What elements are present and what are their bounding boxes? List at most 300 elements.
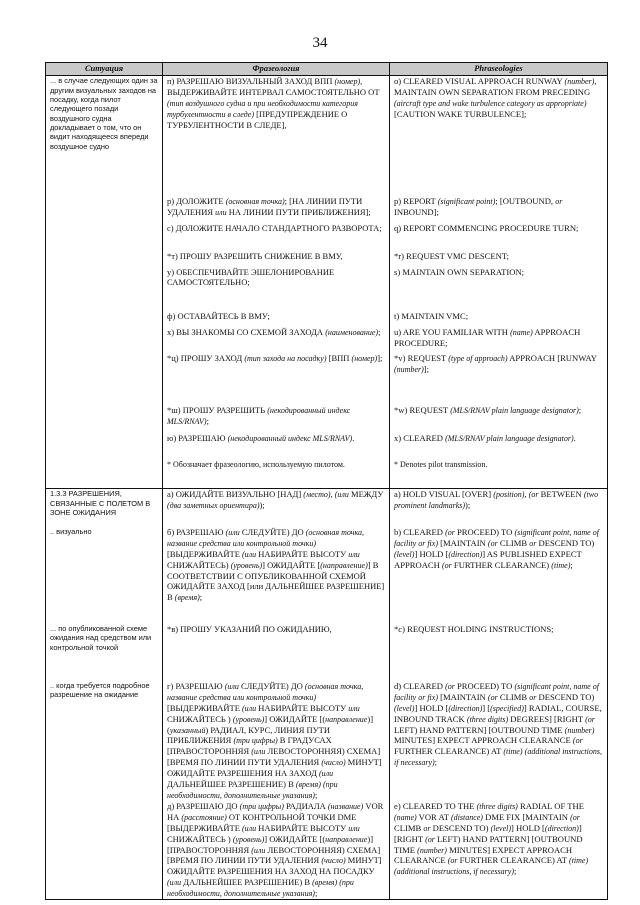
text-run: ) РАДИАЛ, КУРС, ЛИНИЯ ПУТИ ПРИБЛИЖЕНИЯ: [167, 724, 330, 746]
text-run: (число): [321, 758, 346, 768]
text-run: (significant point, name of facility or fix): [394, 527, 599, 548]
phraseology-en-cell: [390, 624, 608, 681]
text-run: [MAINTAIN: [438, 691, 488, 702]
text-run: (уровень): [232, 834, 265, 844]
text-run: СЛЕДУЙТЕ) ДО: [239, 526, 306, 537]
situation-cell-text: [50, 76, 158, 151]
situation-cell: [46, 267, 163, 311]
text-run: (level): [394, 703, 415, 713]
text-run: у) ОБЕСПЕЧИВАЙТЕ ЭШЕЛОНИРОВАНИЕ САМОСТОЯТЕЛЬНО;: [167, 266, 335, 288]
text-run: (number): [394, 364, 424, 374]
text-run: FURTHER CLEARANCE) AT: [457, 855, 570, 866]
situation-cell-text: [50, 624, 158, 652]
table-row: [46, 251, 608, 267]
text-run: ] В СООТВЕТСТВИИ С ОПУБЛИКОВАННОЙ СХЕМОЙ ОЖИДАЙТЕ ЗАХОД [или ДАЛЬНЕЙШЕЕ РАЗРЕШЕНИЕ] В: [167, 559, 385, 602]
text-run: или: [348, 823, 360, 833]
phraseology-en-cell-text: [394, 681, 603, 768]
text-run: (or: [445, 527, 455, 537]
text-run: (level): [490, 823, 512, 833]
text-run: LEFT) HAND PATTERN] [OUTBOUND TIME: [394, 724, 565, 735]
text-run: (или: [224, 681, 239, 691]
situation-cell: [46, 353, 163, 405]
text-run: (основная точка, название средства или контрольной точки): [167, 527, 365, 548]
text-run: CLIMB: [497, 691, 530, 702]
text-run: (level): [394, 549, 415, 559]
text-run: МИНУТ] ОЖИДАЙТЕ РАЗРЕШЕНИЯ НА ЗАХОД НА ПОСАДКУ: [167, 855, 382, 877]
situation-cell: [46, 624, 163, 681]
text-run: ЛЕВОСТОРОННЯЯ) СХЕМА] [ВРЕМЯ ПО ЛИНИИ ПУТИ УДАЛЕНИЯ: [167, 746, 381, 768]
text-run: г) РАЗРЕШАЮ: [167, 680, 225, 691]
situation-cell: [46, 327, 163, 353]
text-run: RADIAL OF THE: [517, 800, 584, 811]
text-run: (уровень): [232, 714, 265, 724]
text-run: (specified): [490, 703, 524, 713]
text-run: (or: [442, 560, 452, 570]
text-run: [ВПП: [326, 352, 352, 363]
text-run: (номер): [334, 77, 361, 87]
text-run: DESCEND TO): [536, 691, 595, 702]
phraseology-en-cell: [390, 459, 608, 489]
text-run: ; [НА ЛИНИИ ПУТИ УДАЛЕНИЯ: [167, 195, 363, 217]
table-row: [46, 196, 608, 223]
phraseology-en-cell-text: [394, 405, 603, 416]
text-run: (MLS/RNAV plain language designator): [450, 405, 579, 415]
text-run: DME FIX [MAINTAIN: [482, 811, 571, 822]
situation-cell: [46, 681, 163, 801]
text-run: (significant point): [437, 196, 496, 206]
phraseology-en-cell: [390, 405, 608, 433]
text-run: (время): [174, 592, 200, 602]
situation-cell: [46, 527, 163, 624]
text-run: (or: [572, 736, 583, 746]
text-run: (тип захода на посадку): [244, 353, 327, 363]
text-run: (or: [570, 812, 580, 822]
text-run: НА ЛИНИИ ПУТИ ПРИБЛИЖЕНИЯ];: [226, 206, 371, 217]
situation-cell: [46, 405, 163, 433]
text-run: (или: [319, 769, 334, 779]
phraseology-en-cell: [390, 251, 608, 267]
text-run: (некодированный индекс MLS/RNAV): [167, 405, 351, 426]
header-phraseology-en: Phraseologies: [390, 63, 608, 76]
text-run: [ВЫДЕРЖИВАЙТЕ: [167, 702, 243, 713]
text-run: DESCEND TO): [430, 822, 491, 833]
text-run: (direction): [448, 703, 483, 713]
text-run: ;: [514, 866, 517, 877]
text-run: ;: [314, 789, 318, 800]
phraseology-ru-cell-text: [167, 353, 385, 364]
text-run: НАБИРАЙТЕ ВЫСОТУ: [256, 548, 349, 559]
text-run: (additional instructions, if necessary): [394, 867, 514, 877]
text-run: [CAUTION WAKE TURBULENCE];: [394, 108, 527, 119]
text-run: )] (: [167, 713, 374, 735]
text-run: ];: [423, 363, 430, 374]
text-run: [ПРЕДУПРЕЖДЕНИЕ О ТУРБУЛЕНТНОСТИ В СЛЕДЕ],: [167, 108, 348, 130]
text-run: , MAINTAIN OWN SEPARATION FROM PRECEDING: [394, 76, 597, 98]
text-run: д) РАЗРЕШАЮ ДО: [167, 800, 240, 811]
text-run: (при необходимости, дополнительные указания): [167, 877, 354, 898]
table-row: [46, 801, 608, 899]
text-run: ;: [578, 404, 582, 415]
table-row: [46, 223, 608, 251]
text-run: (or: [585, 714, 595, 724]
text-run: б) РАЗРЕШАЮ: [167, 526, 226, 537]
text-run: (direction): [448, 549, 483, 559]
phraseology-ru-cell: [163, 801, 390, 899]
text-run: [ВЫДЕРЖИВАЙТЕ: [167, 548, 243, 559]
text-run: (или: [225, 527, 240, 537]
text-run: (название): [327, 801, 364, 811]
text-run: *ц) ПРОШУ ЗАХОД: [167, 352, 245, 363]
phraseology-ru-cell-text: [167, 489, 385, 511]
text-run: *c) REQUEST HOLDING INSTRUCTIONS;: [394, 623, 554, 634]
phraseology-en-cell-text: [394, 327, 603, 349]
text-run: s) MAINTAIN OWN SEPARATION;: [394, 266, 525, 277]
text-run: направление: [325, 714, 368, 724]
text-run: (некодированный индекс MLS/RNAV): [227, 433, 353, 443]
text-run: (two prominent landmarks): [394, 490, 599, 511]
text-run: ; [OUTBOUND,: [495, 195, 556, 206]
situation-cell: [46, 433, 163, 459]
text-run: MINUTES] EXPECT APPROACH CLEARANCE: [394, 735, 573, 746]
phraseology-ru-cell: [163, 76, 390, 196]
phraseology-ru-cell: [163, 353, 390, 405]
phraseology-ru-cell: [163, 251, 390, 267]
text-run: МЕЖДУ: [348, 489, 384, 500]
text-run: (число): [321, 856, 346, 866]
text-run: с) ДОЛОЖИТЕ НАЧАЛО СТАНДАРТНОГО РАЗВОРОТА;: [167, 222, 382, 233]
text-run: МИНУТ] ОЖИДАЙТЕ РАЗРЕШЕНИЯ НА ЗАХОД: [167, 757, 382, 779]
text-run: PROCEED) TO: [454, 680, 515, 691]
phraseology-ru-cell: [163, 223, 390, 251]
table-row: [46, 76, 608, 196]
text-run: d) CLEARED: [394, 680, 446, 691]
text-run: DESCEND TO): [536, 537, 595, 548]
text-run: o) CLEARED VISUAL APPROACH RUNWAY: [394, 76, 565, 87]
phraseology-en-cell: [390, 267, 608, 311]
phraseology-ru-cell: [163, 311, 390, 327]
text-run: ,: [330, 489, 335, 500]
situation-cell: [46, 489, 163, 527]
text-run: p) REPORT: [394, 195, 438, 206]
phraseology-en-cell: [390, 327, 608, 353]
text-run: ;: [378, 326, 381, 337]
text-run: указанный: [169, 725, 206, 735]
table-row: [46, 459, 608, 489]
situation-cell-text: [50, 681, 158, 700]
phraseology-ru-cell: [163, 459, 390, 489]
phraseology-table: [45, 62, 608, 900]
situation-cell: [46, 251, 163, 267]
text-run: x) CLEARED: [394, 432, 446, 443]
table-row: [46, 267, 608, 311]
text-run: ] ОЖИДАЙТЕ [(: [264, 713, 326, 724]
text-run: ДАЛЬНЕЙШЕЕ РАЗРЕШЕНИЕ) В: [181, 876, 313, 887]
phraseology-en-cell-text: [394, 801, 603, 877]
text-run: VOR AT: [416, 811, 451, 822]
text-run: СЛЕДУЙТЕ) ДО: [238, 680, 305, 691]
text-run: )] [ПРАВОСТОРОННЯЯ: [167, 833, 374, 855]
text-run: (number): [564, 725, 595, 735]
phraseology-en-cell-text: [394, 251, 603, 262]
text-run: * Denotes pilot transmission.: [394, 459, 488, 469]
table-row: [46, 624, 608, 681]
text-run: or: [423, 823, 431, 833]
table-row: [46, 527, 608, 624]
text-run: (three digits): [466, 714, 509, 724]
phraseology-ru-cell-text: [167, 251, 385, 262]
phraseology-en-cell-text: [394, 196, 603, 218]
text-run: (MLS/RNAV plain language designator): [445, 433, 574, 443]
text-run: СНИЖАЙТЕСЬ ): [167, 713, 233, 724]
situation-cell-text: [50, 527, 158, 536]
text-run: CLIMB: [394, 822, 424, 833]
text-run: НАБИРАЙТЕ ВЫСОТУ: [256, 822, 349, 833]
text-run: (время): [295, 780, 321, 790]
text-run: ] HOLD [: [414, 548, 449, 559]
text-run: СНИЖАЙТЕСЬ ): [167, 833, 233, 844]
phraseology-en-cell: [390, 527, 608, 624]
text-run: РАДИАЛА: [283, 800, 328, 811]
text-run: или: [348, 549, 360, 559]
text-run: t) MAINTAIN VMC;: [394, 310, 469, 321]
text-run: (три цифры): [233, 736, 278, 746]
phraseology-en-cell: [390, 801, 608, 899]
phraseology-ru-cell-text: [167, 801, 385, 899]
text-run: *w) REQUEST: [394, 404, 451, 415]
text-run: ,: [524, 489, 529, 500]
text-run: (name): [510, 327, 533, 337]
table-row: [46, 311, 608, 327]
text-run: MINUTES] EXPECT APPROACH CLEARANCE: [394, 844, 573, 866]
text-run: .: [352, 432, 355, 443]
phraseology-en-cell: [390, 311, 608, 327]
text-run: *в) ПРОШУ УКАЗАНИЙ ПО ОЖИДАНИЮ,: [167, 623, 332, 634]
text-run: ;: [570, 559, 573, 570]
text-run: *т) ПРОШУ РАЗРЕШИТЬ СНИЖЕНИЕ В ВМУ,: [167, 250, 343, 261]
text-run: ] [: [482, 702, 491, 713]
situation-cell: [46, 801, 163, 899]
text-run: (distance): [450, 812, 483, 822]
phraseology-ru-cell: [163, 433, 390, 459]
text-run: q) REPORT COMMENCING PROCEDURE TURN;: [394, 222, 579, 233]
situation-cell: [46, 223, 163, 251]
phraseology-en-cell-text: [394, 459, 603, 470]
phraseology-en-cell-text: [394, 489, 603, 511]
phraseology-ru-cell-text: [167, 459, 385, 470]
text-run: (или: [167, 877, 182, 887]
phraseology-en-cell-text: [394, 527, 603, 571]
text-run: *v) REQUEST: [394, 352, 449, 363]
phraseology-ru-cell-text: [167, 76, 385, 130]
phraseology-en-cell-text: [394, 223, 603, 234]
phraseology-en-cell-text: [394, 433, 603, 444]
text-run: (расстояние): [181, 812, 227, 822]
text-run: , ВЫДЕРЖИВАЙТЕ ИНТЕРВАЛ САМОСТОЯТЕЛЬНО ОТ: [167, 76, 380, 98]
header-phraseology-ru: Фразеология: [163, 63, 390, 76]
text-run: или: [348, 703, 360, 713]
phraseology-en-cell-text: [394, 267, 603, 278]
text-run: ... в случае следующих один за другим визуальных заходов на посадку, когда пилот следующего позади воздушного судна докладывает о том, что он видит находящееся впереди воздушное судно: [50, 76, 158, 151]
phraseology-ru-cell: [163, 327, 390, 353]
phraseology-ru-cell-text: [167, 311, 385, 322]
text-run: ЛЕВОСТОРОННЯЯ) СХЕМА] [ВРЕМЯ ПО ЛИНИИ ПУТИ УДАЛЕНИЯ: [167, 844, 381, 866]
text-run: FURTHER CLEARANCE) AT: [394, 746, 504, 757]
text-run: (time): [569, 856, 589, 866]
text-run: (or: [445, 681, 455, 691]
text-run: р) ДОЛОЖИТЕ: [167, 195, 226, 206]
text-run: .. когда требуется подробное разрешение на ожидание: [50, 680, 150, 700]
text-run: ] ОЖИДАЙТЕ [: [262, 559, 321, 570]
phraseology-en-cell-text: [394, 311, 603, 322]
text-run: );: [259, 500, 265, 511]
phraseology-ru-cell: [163, 489, 390, 527]
text-run: APPROACH [RUNWAY: [507, 352, 597, 363]
text-run: ;: [199, 591, 203, 602]
phraseology-en-cell: [390, 489, 608, 527]
text-run: e) CLEARED TO THE: [394, 800, 477, 811]
text-run: .. визуально: [50, 526, 92, 536]
text-run: BETWEEN: [538, 489, 584, 500]
table-row: [46, 433, 608, 459]
text-run: or: [529, 692, 537, 702]
phraseology-en-cell: [390, 76, 608, 196]
phraseology-en-cell: [390, 433, 608, 459]
table-row: [46, 327, 608, 353]
text-run: );: [465, 500, 471, 511]
text-run: ю) РАЗРЕШАЮ: [167, 432, 228, 443]
phraseology-ru-cell-text: [167, 681, 385, 801]
text-run: (three digits): [476, 801, 518, 811]
text-run: (name): [394, 812, 417, 822]
phraseology-ru-cell: [163, 624, 390, 681]
text-run: (or: [487, 692, 498, 702]
phraseology-en-cell: [390, 223, 608, 251]
table-row: [46, 405, 608, 433]
text-run: В ГРАДУСАХ [ПРАВОСТОРОННЯЯ: [167, 735, 332, 757]
phraseology-en-cell: [390, 681, 608, 801]
text-run: ] RADIAL, COURSE, INBOUND TRACK: [394, 702, 602, 724]
text-run: (или: [334, 490, 349, 500]
text-run: (основная точка): [225, 196, 285, 206]
table-body: [46, 76, 608, 899]
situation-cell: [46, 196, 163, 223]
text-run: или: [215, 207, 227, 217]
text-run: CLIMB: [497, 537, 530, 548]
page-number: 34: [312, 35, 328, 51]
text-run: 1.3.3 РАЗРЕШЕНИЯ, СВЯЗАННЫЕ С ПОЛЕТОМ В ЗОНЕ ОЖИДАНИЯ: [50, 489, 151, 518]
text-run: направление: [325, 834, 368, 844]
text-run: APPROACH PROCEDURE;: [394, 326, 581, 348]
situation-cell-text: [50, 489, 158, 517]
text-run: (time): [503, 747, 523, 757]
phraseology-ru-cell: [163, 267, 390, 311]
text-run: (or: [487, 538, 498, 548]
text-run: (время): [312, 877, 338, 887]
text-run: (or: [528, 490, 539, 500]
situation-cell: [46, 76, 163, 196]
text-run: СНИЖАЙТЕСЬ): [167, 559, 231, 570]
text-run: (или: [251, 747, 266, 757]
text-run: (position): [493, 490, 525, 500]
text-run: (наименование): [325, 327, 379, 337]
table-header-row: [46, 63, 608, 76]
text-run: DEGREES] [RIGHT: [508, 713, 586, 724]
phraseology-ru-cell-text: [167, 405, 385, 427]
text-run: (место): [303, 490, 331, 500]
text-run: (или: [242, 703, 257, 713]
text-run: u) ARE YOU FAMILIAR WITH: [394, 326, 511, 337]
phraseology-ru-cell-text: [167, 327, 385, 338]
text-run: *r) REQUEST VMC DESCENT;: [394, 250, 509, 261]
text-run: INBOUND];: [394, 206, 439, 217]
text-run: а) ОЖИДАЙТЕ ВИЗУАЛЬНО [НАД]: [167, 489, 304, 500]
text-run: (номер): [351, 353, 378, 363]
text-run: VOR НА: [167, 800, 384, 822]
text-run: ДАЛЬНЕЙШЕЕ РАЗРЕШЕНИЕ) В: [167, 779, 296, 790]
phraseology-en-cell: [390, 196, 608, 223]
text-run: (significant point, name of facility or fix): [394, 681, 599, 702]
text-run: (direction): [544, 823, 579, 833]
text-run: (number): [417, 845, 447, 855]
text-run: FURTHER CLEARANCE): [451, 559, 552, 570]
header-situation: Ситуация: [46, 63, 163, 76]
text-run: (уровень): [230, 560, 263, 570]
text-run: .: [573, 432, 576, 443]
phraseology-ru-cell: [163, 681, 390, 801]
phraseology-ru-cell-text: [167, 196, 385, 218]
text-run: ;: [314, 887, 318, 898]
phraseology-ru-cell-text: [167, 223, 385, 234]
situation-cell: [46, 311, 163, 327]
phraseology-ru-cell-text: [167, 433, 385, 444]
text-run: ... по опубликованной схеме ожидания над средством или контрольной точкой: [50, 623, 152, 652]
text-run: (три цифры): [239, 801, 284, 811]
phraseology-en-cell-text: [394, 353, 603, 375]
text-run: * Обозначает фразеологию, используемую пилотом.: [167, 459, 345, 469]
text-run: ] HOLD [: [511, 822, 545, 833]
text-run: (тип воздушного судна и при необходимости категория турбулентности в следе): [167, 98, 358, 119]
text-run: (time): [551, 560, 571, 570]
text-run: ;: [434, 757, 438, 768]
phraseology-en-cell: [390, 353, 608, 405]
phraseology-en-cell-text: [394, 76, 603, 119]
text-run: (additional instructions, if necessary): [394, 747, 602, 768]
text-run: (or: [447, 856, 458, 866]
phraseology-en-cell-text: [394, 624, 603, 635]
text-run: or: [555, 196, 563, 206]
text-run: ] AS PUBLISHED EXPECT APPROACH: [394, 548, 582, 570]
text-run: ОТ КОНТРОЛЬНОЙ ТОЧКИ DME [ВЫДЕРЖИВАЙТЕ: [167, 811, 357, 833]
table-row: [46, 353, 608, 405]
phraseology-ru-cell-text: [167, 624, 385, 635]
phraseology-ru-cell-text: [167, 527, 385, 603]
phraseology-ru-cell: [163, 196, 390, 223]
text-run: ] HOLD [: [414, 702, 449, 713]
situation-cell: [46, 459, 163, 489]
text-run: п) РАЗРЕШАЮ ВИЗУАЛЬНЫЙ ЗАХОД ВПП: [167, 76, 335, 87]
phraseology-ru-cell-text: [167, 267, 385, 288]
table-row: [46, 489, 608, 527]
text-run: (направление): [320, 560, 368, 570]
text-run: a) HOLD VISUAL [OVER]: [394, 489, 494, 500]
text-run: ф) ОСТАВАЙТЕСЬ В ВМУ;: [167, 310, 270, 321]
text-run: [MAINTAIN: [438, 537, 488, 548]
text-run: *ш) ПРОШУ РАЗРЕШИТЬ: [167, 404, 268, 415]
text-run: ;: [206, 415, 209, 426]
text-run: (или: [251, 845, 266, 855]
text-run: (или: [242, 823, 257, 833]
text-run: (or: [425, 834, 435, 844]
